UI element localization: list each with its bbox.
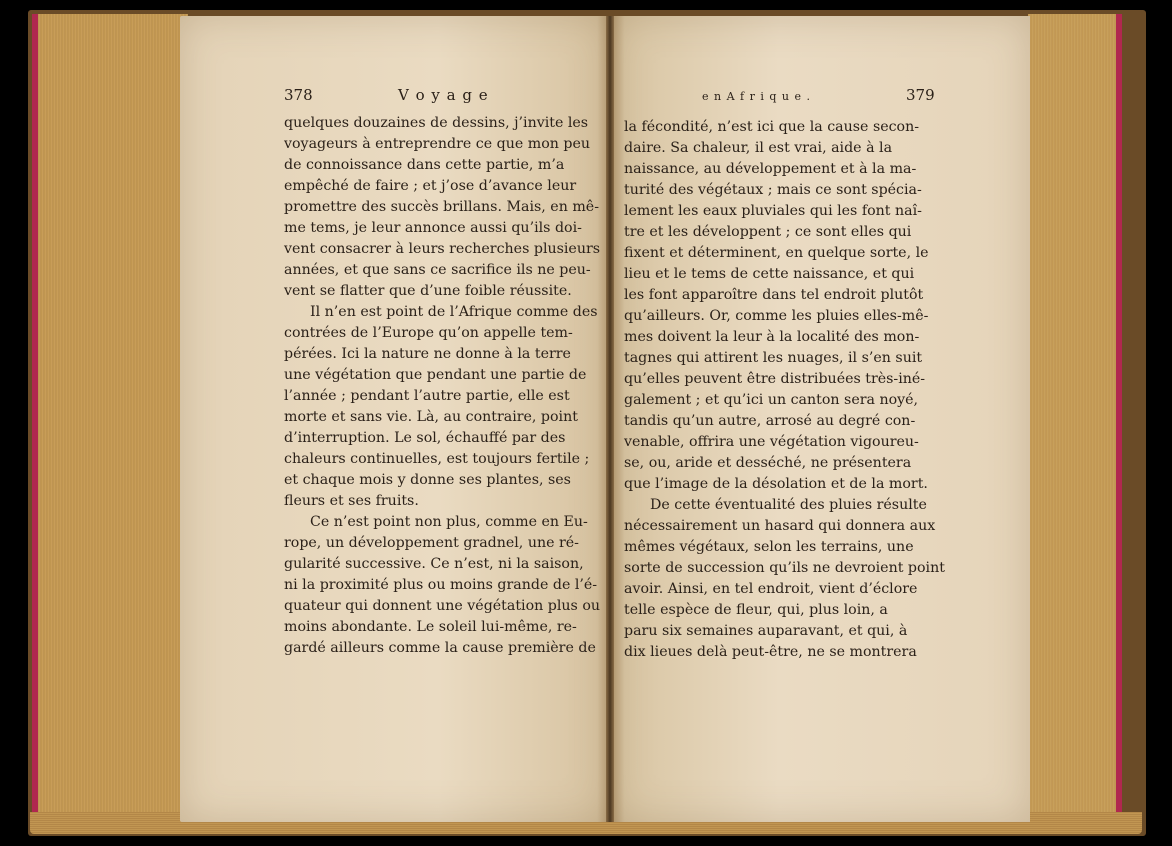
- text-line: que l’image de la désolation et de la mort.: [624, 476, 928, 492]
- text-line: l’année ; pendant l’autre partie, elle est: [284, 388, 570, 404]
- text-line: qu’elles peuvent être distribuées très-iné-: [624, 371, 926, 387]
- text-line: la fécondité, n’est ici que la cause secon-: [624, 119, 920, 135]
- text-line: années, et que sans ce sacrifice ils ne peu-: [284, 262, 591, 278]
- text-line: rope, un développement gradnel, une ré-: [284, 535, 579, 551]
- text-line: d’interruption. Le sol, échauffé par des: [284, 430, 566, 446]
- text-line: fixent et déterminent, en quelque sorte, le: [624, 245, 929, 261]
- text-line: morte et sans vie. Là, au contraire, point: [284, 409, 578, 425]
- text-line: fleurs et ses fruits.: [284, 493, 419, 509]
- text-line: vent se flatter que d’une foible réussite.: [284, 283, 572, 299]
- text-line: avoir. Ainsi, en tel endroit, vient d’éclore: [624, 581, 918, 597]
- text-line: Ce n’est point non plus, comme en Eu-: [310, 514, 588, 530]
- text-line: naissance, au développement et à la ma-: [624, 161, 917, 177]
- left-page-number: 378: [284, 86, 313, 104]
- text-line: les font apparoître dans tel endroit plutôt: [624, 287, 924, 303]
- text-line: promettre des succès brillans. Mais, en mê-: [284, 199, 599, 215]
- text-line: telle espèce de fleur, qui, plus loin, a: [624, 602, 888, 618]
- text-line: se, ou, aride et desséché, ne présentera: [624, 455, 912, 471]
- text-line: mêmes végétaux, selon les terrains, une: [624, 539, 914, 555]
- page-edges-left: [32, 14, 188, 832]
- text-line: gardé ailleurs comme la cause première de: [284, 640, 596, 656]
- text-line: lieu et le tems de cette naissance, et qui: [624, 266, 915, 282]
- text-line: tre et les développent ; ce sont elles qui: [624, 224, 912, 240]
- right-page-number: 379: [906, 86, 935, 104]
- text-line: De cette éventualité des pluies résulte: [650, 497, 927, 513]
- text-line: et chaque mois y donne ses plantes, ses: [284, 472, 571, 488]
- text-line: ni la proximité plus ou moins grande de l’é-: [284, 577, 598, 593]
- right-page-text: [624, 117, 946, 663]
- text-line: tandis qu’un autre, arrosé au degré con-: [624, 413, 916, 429]
- text-line: contrées de l’Europe qu’on appelle tem-: [284, 325, 573, 341]
- text-line: turité des végétaux ; mais ce sont spécia-: [624, 182, 922, 198]
- text-line: empêché de faire ; et j’ose d’avance leur: [284, 178, 577, 194]
- text-line: pérées. Ici la nature ne donne à la terre: [284, 346, 571, 362]
- text-line: dix lieues delà peut-être, ne se montrera: [624, 644, 917, 660]
- text-line: tagnes qui attirent les nuages, il s’en suit: [624, 350, 923, 366]
- text-line: lement les eaux pluviales qui les font naî-: [624, 203, 922, 219]
- text-line: quateur qui donnent une végétation plus ou: [284, 598, 600, 614]
- left-page-text: [284, 113, 608, 659]
- text-line: voyageurs à entreprendre ce que mon peu: [284, 136, 591, 152]
- text-line: chaleurs continuelles, est toujours fertile ;: [284, 451, 590, 467]
- text-line: venable, offrira une végétation vigoureu-: [624, 434, 919, 450]
- text-line: moins abondante. Le soleil lui-même, re-: [284, 619, 577, 635]
- text-line: une végétation que pendant une partie de: [284, 367, 587, 383]
- text-line: paru six semaines auparavant, et qui, à: [624, 623, 908, 639]
- right-running-head: e n A f r i q u e .: [702, 90, 811, 103]
- text-line: galement ; et qu’ici un canton sera noyé,: [624, 392, 919, 408]
- text-line: mes doivent la leur à la localité des mon-: [624, 329, 920, 345]
- page-edges-right: [1028, 14, 1122, 832]
- text-line: gularité successive. Ce n’est, ni la saison,: [284, 556, 584, 572]
- text-line: de connoissance dans cette partie, m’a: [284, 157, 565, 173]
- text-line: daire. Sa chaleur, il est vrai, aide à la: [624, 140, 893, 156]
- left-running-head: V o y a g e: [398, 86, 489, 104]
- text-line: nécessairement un hasard qui donnera aux: [624, 518, 936, 534]
- text-line: quelques douzaines de dessins, j’invite les: [284, 115, 589, 131]
- text-line: vent consacrer à leurs recherches plusieurs: [284, 241, 601, 257]
- text-line: sorte de succession qu’ils ne devroient point: [624, 560, 945, 576]
- text-line: qu’ailleurs. Or, comme les pluies elles-mê-: [624, 308, 929, 324]
- text-line: Il n’en est point de l’Afrique comme des: [310, 304, 598, 320]
- text-line: me tems, je leur annonce aussi qu’ils doi-: [284, 220, 582, 236]
